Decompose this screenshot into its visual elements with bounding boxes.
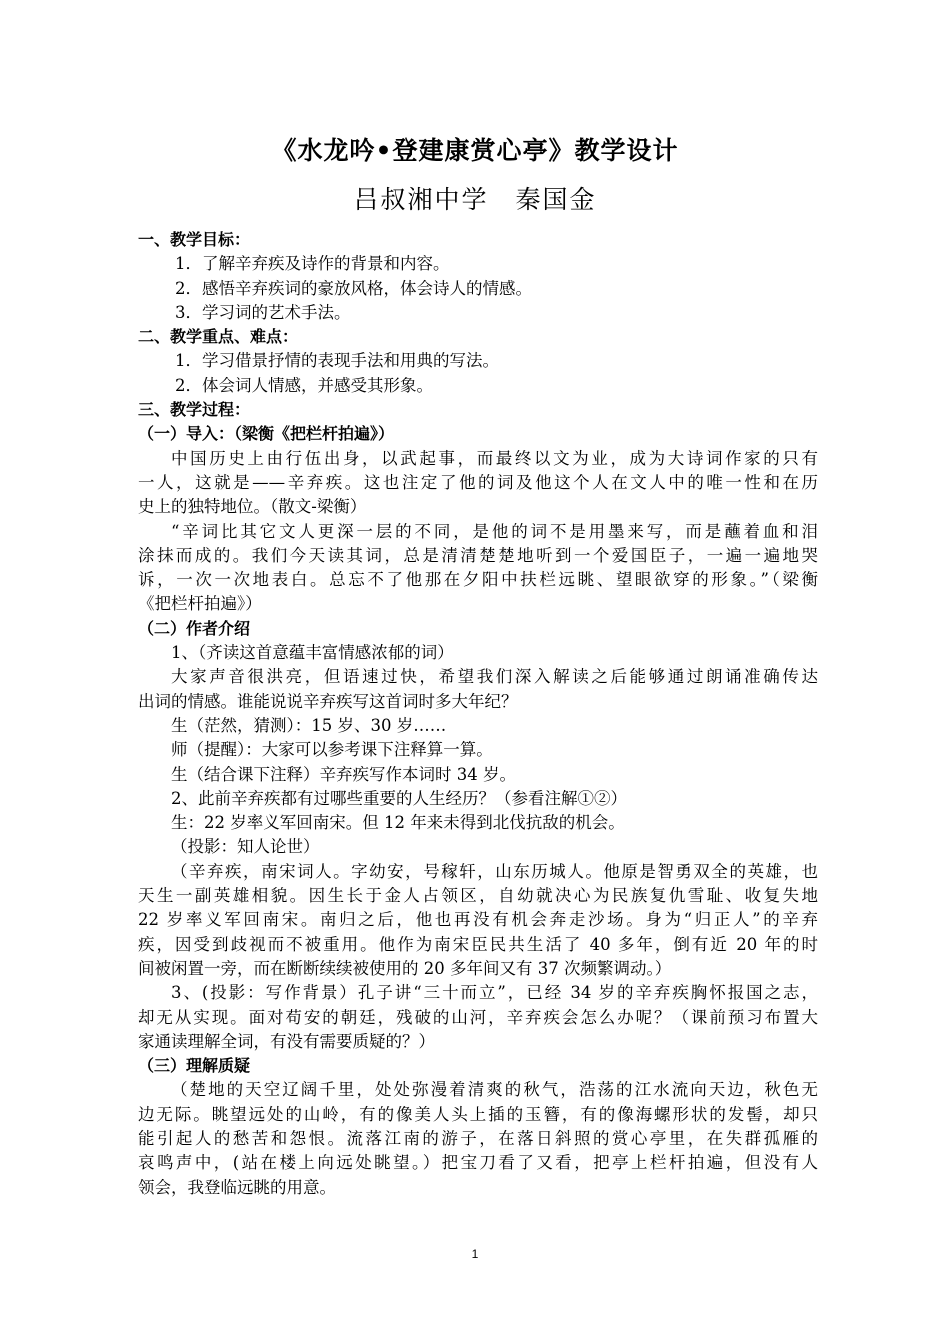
text-line: 《把栏杆拍遍》） [138,594,262,614]
document-title: 《水龙吟•登建康赏心亭》教学设计 [271,136,679,165]
text-line: 涂抹而成的。我们今天读其词，总是清清楚楚地听到一个爱国臣子，一遍一遍地哭 [138,545,818,565]
document-body [138,228,818,1200]
text-line: 间被闲置一旁，而在断断续续被使用的 20 多年间又有 37 次频繁调动。） [138,958,672,978]
text-line: “辛词比其它文人更深一层的不同，是他的词不是用墨来写，而是蘸着血和泪 [171,521,818,541]
text-line: 边无际。眺望远处的山岭，有的像美人头上插的玉簪，有的像海螺形状的发髻，却只 [138,1104,818,1124]
text-line: 1．学习借景抒情的表现手法和用典的写法。 [175,351,499,371]
text-line: 史上的独特地位。（散文-梁衡） [138,497,367,517]
text-line: 1．了解辛弃疾及诗作的背景和内容。 [175,254,450,274]
text-line: 哀鸣声中，(站在楼上向远处眺望。）把宝刀看了又看，把亭上栏杆拍遍，但没有人 [138,1153,818,1173]
text-line: 2．感悟辛弃疾词的豪放风格，体会诗人的情感。 [175,278,532,298]
author-line: 吕叔湘中学 秦国金 [353,185,597,214]
text-line: （楚地的天空辽阔千里，处处弥漫着清爽的秋气，浩荡的江水流向天边，秋色无 [171,1080,818,1100]
text-line: （投影：知人论世） [171,837,320,857]
text-line: 2、此前辛弃疾都有过哪些重要的人生经历？（参看注解①②） [171,788,627,808]
text-line: 一人，这就是——辛弃疾。这也注定了他的词及他这个人在文人中的唯一性和在历 [138,472,818,492]
text-line: 22 岁率义军回南宋。南归之后，他也再没有机会奔走沙场。身为“归正人”的辛弃 [138,910,818,930]
text-line: （辛弃疾，南宋词人。字幼安，号稼轩，山东历城人。他原是智勇双全的英雄，也 [171,861,818,881]
section-heading: （一）导入：（梁衡《把栏杆拍遍》） [138,424,395,444]
text-line: 却无从实现。面对苟安的朝廷，残破的山河，辛弃疾会怎么办呢？（课前预习布置大 [138,1007,818,1027]
section-heading: （三）理解质疑 [138,1056,251,1076]
text-line: 领会，我登临远眺的用意。 [138,1177,336,1197]
text-line: 家通读理解全词，有没有需要质疑的？） [138,1031,435,1051]
text-line: 出词的情感。谁能说说辛弃疾写这首词时多大年纪？ [138,691,518,711]
section-heading: （二）作者介绍 [138,618,251,638]
text-line: 中国历史上由行伍出身，以武起事，而最终以文为业，成为大诗词作家的只有 [171,448,818,468]
text-line: 2．体会词人情感，并感受其形象。 [175,375,433,395]
text-line: 生（茫然，猜测）：15 岁、30 岁…… [171,715,447,735]
text-line: 3．学习词的艺术手法。 [175,302,351,322]
text-line: 1、（齐读这首意蕴丰富情感浓郁的词） [171,643,454,663]
section-heading: 二、教学重点、难点： [138,327,299,347]
text-line: 3、(投影：写作背景）孔子讲“三十而立”，已经 34 岁的辛弃疾胸怀报国之志， [171,983,818,1003]
text-line: 能引起人的愁苦和怨恨。流落江南的游子，在落日斜照的赏心亭里，在失群孤雁的 [138,1128,818,1148]
section-heading: 三、教学过程： [138,400,251,420]
section-heading: 一、教学目标： [138,230,251,249]
text-line: 生：22 岁率义军回南宋。但 12 年来未得到北伐抗敌的机会。 [171,813,625,833]
text-line: 诉，一次一次地表白。总忘不了他那在夕阳中扶栏远眺、望眼欲穿的形象。”（梁衡 [138,570,818,590]
text-line: 大家声音很洪亮，但语速过快，希望我们深入解读之后能够通过朗诵准确传达 [171,667,818,687]
text-line: 疾，因受到歧视而不被重用。他作为南宋臣民共生活了 40 多年，倒有近 20 年的时 [138,934,818,954]
text-line: 生（结合课下注释）辛弃疾写作本词时 34 岁。 [171,764,516,784]
text-line: 师（提醒）：大家可以参考课下注释算一算。 [171,740,493,760]
page-number: 1 [471,1247,479,1261]
text-line: 天生一副英雄相貌。因生长于金人占领区，自幼就决心为民族复仇雪耻、收复失地 [138,886,818,906]
